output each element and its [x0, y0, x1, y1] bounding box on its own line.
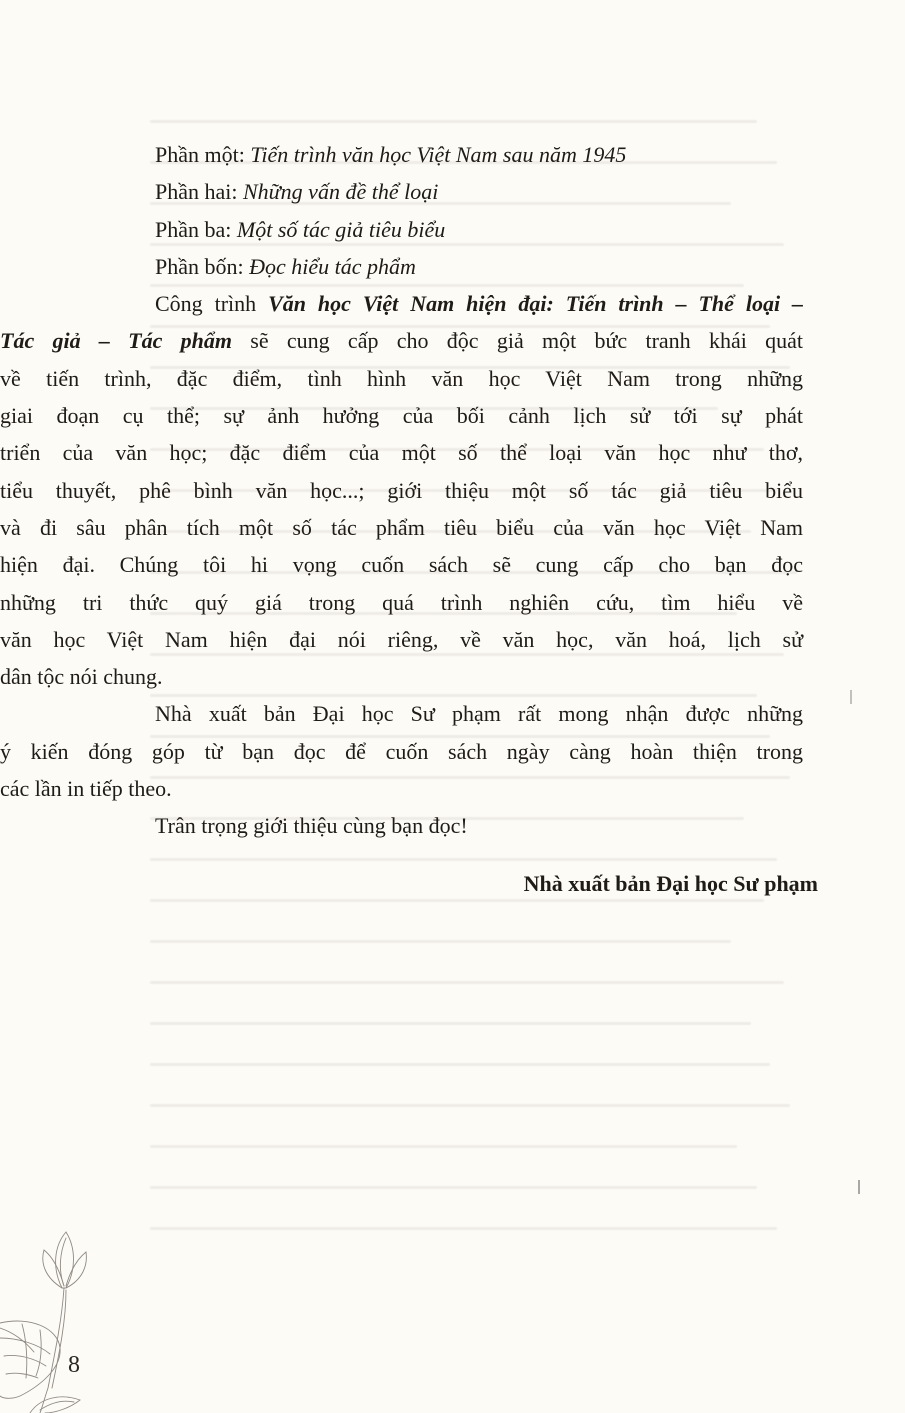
- intro-line-4: giai đoạn cụ thể; sự ảnh hưởng của bối cảnh lịch sử tới sự phát: [0, 403, 803, 429]
- note-line-2: ý kiến đóng góp từ bạn đọc để cuốn sách ngày càng hoàn thiện trong: [0, 738, 803, 764]
- intro-paragraph: [0, 285, 803, 695]
- part-two-line: Phần hai: Những vấn đề thể loại: [155, 179, 439, 205]
- intro-line-7: và đi sâu phân tích một số tác phẩm tiêu biểu của văn học Việt Nam: [0, 514, 803, 540]
- intro-line-6: tiểu thuyết, phê bình văn học...; giới thiệu một số tác giả tiêu biểu: [0, 477, 803, 503]
- intro-line-10: văn học Việt Nam hiện đại nói riêng, về văn học, văn hoá, lịch sử: [0, 626, 803, 652]
- intro-line-3: về tiến trình, đặc điểm, tình hình văn học Việt Nam trong những: [0, 365, 803, 391]
- part-four-line: Phần bốn: Đọc hiểu tác phẩm: [155, 253, 416, 279]
- part-one-title: Tiến trình văn học Việt Nam sau năm 1945: [250, 142, 627, 167]
- intro-line-8: hiện đại. Chúng tôi hi vọng cuốn sách sẽ cung cấp cho bạn đọc: [0, 552, 803, 578]
- intro-line-11: dân tộc nói chung.: [0, 664, 163, 690]
- edge-mark: [850, 690, 852, 704]
- note-line-3: các lần in tiếp theo.: [0, 776, 172, 802]
- part-two-title: Những vấn đề thể loại: [243, 179, 439, 205]
- publisher-note-paragraph: [0, 695, 803, 807]
- book-title-part-1: Văn học Việt Nam hiện đại: Tiến trình – Thể loại –: [268, 291, 803, 317]
- part-one-line: Phần một: Tiến trình văn học Việt Nam sau năm 1945: [155, 142, 627, 167]
- body-text: [0, 136, 803, 845]
- edge-mark: [858, 1180, 860, 1194]
- intro-line-5: triển của văn học; đặc điểm của một số thể loại văn học như thơ,: [0, 440, 803, 466]
- intro-line-9: những tri thức quý giá trong quá trình nghiên cứu, tìm hiểu về: [0, 589, 803, 615]
- intro-line-2: Tác giả – Tác phẩm sẽ cung cấp cho độc giả một bức tranh khái quát: [0, 328, 803, 354]
- publisher-signature: Nhà xuất bản Đại học Sư phạm: [523, 871, 818, 896]
- page-number: 8: [68, 1352, 80, 1378]
- closing-line: Trân trọng giới thiệu cùng bạn đọc!: [155, 813, 468, 839]
- part-three-line: Phần ba: Một số tác giả tiêu biểu: [155, 216, 446, 242]
- note-line-1: Nhà xuất bản Đại học Sư phạm rất mong nhận được những: [155, 701, 803, 727]
- intro-line-1: Công trình Văn học Việt Nam hiện đại: Tiến trình – Thể loại –: [155, 291, 803, 317]
- part-four-title: Đọc hiểu tác phẩm: [249, 253, 416, 279]
- book-title-part-2: Tác giả – Tác phẩm: [0, 328, 232, 354]
- part-three-title: Một số tác giả tiêu biểu: [236, 216, 446, 242]
- lotus-illustration-icon: [0, 1228, 130, 1413]
